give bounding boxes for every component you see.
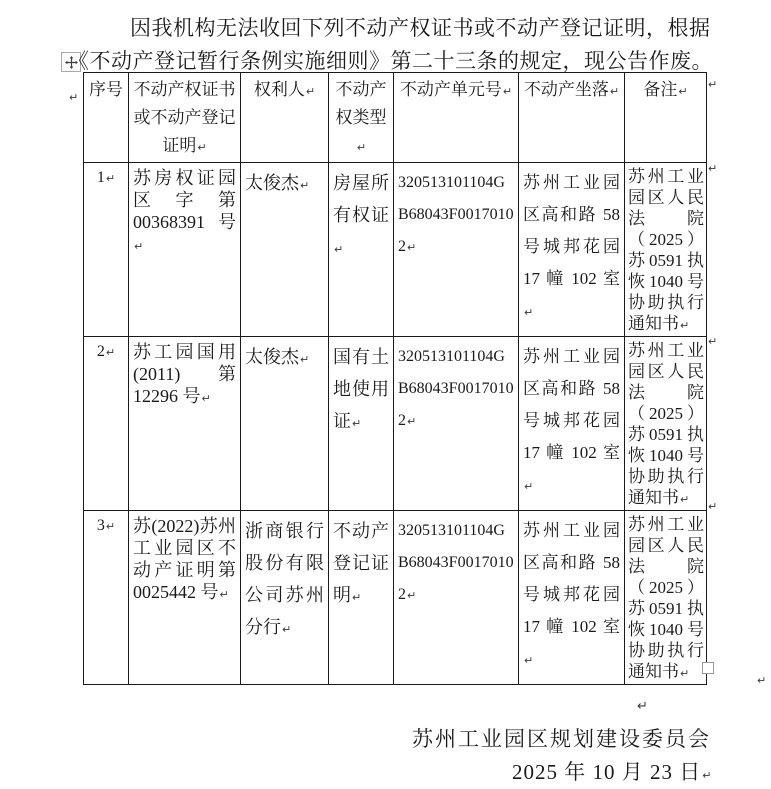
pilcrow-mark: ↵ bbox=[678, 85, 688, 98]
pilcrow-mark: ↵ bbox=[407, 241, 417, 254]
pilcrow-mark: ↵ bbox=[407, 415, 417, 428]
table-resize-handle[interactable] bbox=[702, 662, 714, 674]
cell-holder bbox=[241, 163, 329, 337]
unit-value: 320513101104GB68043F00170102 bbox=[398, 174, 514, 255]
unit-value: 320513101104GB68043F00170102 bbox=[398, 348, 514, 429]
header-location-label: 不动产坐落 bbox=[523, 80, 609, 99]
cell-location bbox=[519, 511, 625, 685]
cell-location bbox=[519, 337, 625, 511]
pilcrow-mark: ↵ bbox=[502, 85, 513, 98]
type-value: 不动产登记证明 bbox=[333, 521, 389, 605]
paragraph-mark: ↵ bbox=[757, 674, 767, 687]
cell-seq bbox=[84, 163, 129, 337]
cell-remark bbox=[625, 163, 707, 337]
pilcrow-mark: ↵ bbox=[201, 392, 211, 405]
pilcrow-mark: ↵ bbox=[300, 179, 310, 192]
header-holder bbox=[241, 73, 329, 163]
pilcrow-mark: ↵ bbox=[105, 346, 116, 359]
row-end-mark: ↵ bbox=[708, 78, 718, 91]
location-value: 苏州工业园区高和路 58 号城邦花园 17 幢 102 室 bbox=[523, 521, 620, 636]
cert-value: 苏工园国用(2011)第 12296 号 bbox=[133, 342, 236, 406]
header-seq bbox=[84, 73, 129, 163]
intro-line-2-text: 《不动产登记暂行条例实施细则》第二十三条的规定，现公告作废。 bbox=[68, 49, 713, 73]
unit-value: 320513101104GB68043F00170102 bbox=[398, 522, 514, 603]
pilcrow-mark: ↵ bbox=[105, 520, 116, 533]
cell-seq bbox=[84, 511, 129, 685]
cell-holder bbox=[241, 337, 329, 511]
pilcrow-mark: ↵ bbox=[352, 591, 362, 604]
table-header-row bbox=[84, 73, 707, 163]
table-row bbox=[84, 337, 707, 511]
pilcrow-mark: ↵ bbox=[702, 769, 712, 782]
holder-value: 太俊杰 bbox=[245, 173, 299, 193]
cell-holder bbox=[241, 511, 329, 685]
seq-value: 3 bbox=[96, 517, 105, 534]
header-unit bbox=[394, 73, 519, 163]
date-text: 2025 年 10 月 23 日 bbox=[512, 760, 702, 784]
pilcrow-mark: ↵ bbox=[352, 417, 362, 430]
cell-cert bbox=[129, 163, 241, 337]
pilcrow-mark: ↵ bbox=[524, 306, 534, 319]
signature-text: 苏州工业园区规划建设委员会 bbox=[412, 727, 711, 751]
paragraph-mark: ↵ bbox=[637, 699, 648, 714]
cell-unit bbox=[394, 337, 519, 511]
pilcrow-mark: ↵ bbox=[219, 588, 229, 601]
pilcrow-mark: ↵ bbox=[197, 141, 207, 154]
pilcrow-mark: ↵ bbox=[105, 172, 116, 185]
date-line bbox=[512, 756, 711, 786]
holder-value: 浙商银行股份有限公司苏州分行 bbox=[245, 521, 324, 637]
cell-location bbox=[519, 163, 625, 337]
cell-cert bbox=[129, 511, 241, 685]
header-cert bbox=[129, 73, 241, 163]
header-holder-label: 权利人 bbox=[253, 80, 305, 99]
row-end-mark: ↵ bbox=[708, 500, 718, 513]
remark-value: 苏州工业园区人民法院（2025）苏0591执恢1040号协助执行通知书 bbox=[628, 515, 704, 681]
cell-type bbox=[329, 337, 394, 511]
cell-unit bbox=[394, 163, 519, 337]
pilcrow-mark: ↵ bbox=[524, 480, 534, 493]
header-type bbox=[329, 73, 394, 163]
pilcrow-mark: ↵ bbox=[609, 85, 620, 98]
pilcrow-mark: ↵ bbox=[305, 85, 316, 98]
header-type-label: 不动产权类型 bbox=[335, 80, 387, 127]
seq-value: 2 bbox=[96, 343, 105, 360]
type-value: 房屋所有权证 bbox=[333, 173, 389, 225]
location-value: 苏州工业园区高和路 58 号城邦花园 17 幢 102 室 bbox=[523, 347, 620, 462]
cell-remark bbox=[625, 337, 707, 511]
holder-value: 太俊杰 bbox=[245, 347, 299, 367]
cell-type bbox=[329, 511, 394, 685]
cell-type bbox=[329, 163, 394, 337]
cert-value: 苏房权证园区字第 00368391 号 bbox=[133, 168, 236, 232]
location-value: 苏州工业园区高和路 58 号城邦花园 17 幢 102 室 bbox=[523, 173, 620, 288]
cell-remark bbox=[625, 511, 707, 685]
pilcrow-mark: ↵ bbox=[282, 623, 292, 636]
table-row bbox=[84, 511, 707, 685]
header-seq-label: 序号 bbox=[89, 80, 123, 99]
header-unit-label: 不动产单元号 bbox=[399, 80, 502, 99]
header-location bbox=[519, 73, 625, 163]
signature-line bbox=[412, 723, 711, 753]
certificate-table bbox=[83, 72, 707, 685]
pilcrow-mark: ↵ bbox=[407, 589, 417, 602]
pilcrow-mark: ↵ bbox=[134, 240, 144, 253]
pilcrow-mark: ↵ bbox=[334, 243, 344, 256]
cell-seq bbox=[84, 337, 129, 511]
pilcrow-mark: ↵ bbox=[356, 141, 367, 154]
pilcrow-mark: ↵ bbox=[524, 654, 534, 667]
type-value: 国有土地使用证 bbox=[333, 347, 389, 431]
pilcrow-mark: ↵ bbox=[69, 91, 79, 104]
row-end-mark: ↵ bbox=[708, 335, 718, 348]
seq-value: 1 bbox=[96, 169, 105, 186]
header-cert-label: 不动产权证书或不动产登记证明 bbox=[133, 80, 236, 155]
cell-unit bbox=[394, 511, 519, 685]
intro-line-1: 因我机构无法收回下列不动产权证书或不动产登记证明，根据 bbox=[130, 16, 711, 40]
cell-cert bbox=[129, 337, 241, 511]
remark-value: 苏州工业园区人民法院（2025）苏0591执恢1040号协助执行通知书 bbox=[628, 341, 704, 507]
header-remark bbox=[625, 73, 707, 163]
table-row bbox=[84, 163, 707, 337]
pilcrow-mark: ↵ bbox=[680, 493, 690, 506]
pilcrow-mark: ↵ bbox=[300, 353, 310, 366]
pilcrow-mark: ↵ bbox=[680, 319, 690, 332]
header-remark-label: 备注 bbox=[643, 80, 678, 99]
row-end-mark: ↵ bbox=[708, 162, 718, 175]
remark-value: 苏州工业园区人民法院（2025）苏0591执恢1040号协助执行通知书 bbox=[628, 167, 704, 333]
pilcrow-mark: ↵ bbox=[680, 667, 690, 680]
cert-value: 苏(2022)苏州工业园区不动产证明第 0025442 号 bbox=[133, 516, 236, 602]
